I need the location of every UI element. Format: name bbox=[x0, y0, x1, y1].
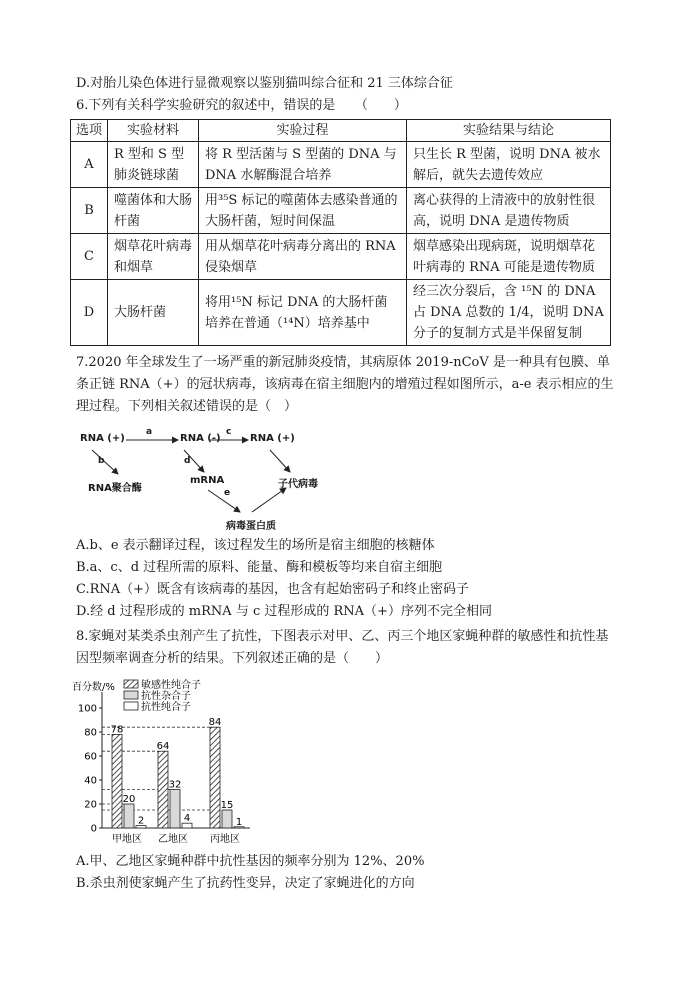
legend-entry: 敏感性纯合子 bbox=[141, 680, 201, 691]
row-result: 烟草感染出现病斑，说明烟草花叶病毒的 RNA 可能是遗传物质 bbox=[407, 234, 611, 280]
node-rna-polymerase: RNA聚合酶 bbox=[88, 483, 142, 494]
node-rna-plus-1: RNA (+) bbox=[80, 433, 125, 444]
bar-2-1 bbox=[222, 810, 232, 828]
label-c: c bbox=[226, 427, 232, 437]
label-a: a bbox=[146, 427, 153, 437]
chart-svg bbox=[70, 676, 260, 848]
table-header-row bbox=[71, 120, 611, 142]
row-result: 离心获得的上清液中的放射性很高，说明 DNA 是遗传物质 bbox=[407, 188, 611, 234]
bar-value-label: 15 bbox=[220, 800, 234, 811]
row-option: C bbox=[71, 234, 108, 280]
bar-value-label: 84 bbox=[208, 717, 222, 729]
row-material: 大肠杆菌 bbox=[108, 280, 199, 346]
row-option: A bbox=[71, 142, 108, 188]
y-tick-label: 100 bbox=[77, 703, 97, 715]
legend-entry: 抗性纯合子 bbox=[141, 702, 191, 713]
bar-1-0 bbox=[158, 751, 168, 828]
legend-swatch bbox=[124, 680, 138, 688]
q8-option-b: B.杀虫剂使家蝇产生了抗药性变异，决定了家蝇进化的方向 bbox=[76, 876, 415, 891]
row-process: 用从烟草花叶病毒分离出的 RNA 侵染烟草 bbox=[199, 234, 407, 280]
header-process: 实验过程 bbox=[199, 120, 407, 142]
legend-swatch bbox=[124, 702, 138, 710]
legend-entry: 抗性杂合子 bbox=[141, 691, 191, 702]
experiment-table bbox=[70, 119, 611, 346]
y-tick-label: 80 bbox=[84, 727, 97, 739]
category-label: 丙地区 bbox=[210, 834, 240, 845]
category-label: 甲地区 bbox=[112, 834, 142, 845]
y-tick-label: 40 bbox=[84, 775, 97, 787]
q8-stem: 8.家蝇对某类杀虫剂产生了抗性，下图表示对甲、乙、丙三个地区家蝇种群的敏感性和抗性基因型频率调查分析的结果。下列叙述正确的是（ ） bbox=[76, 629, 609, 666]
node-rna-plus-2: RNA (+) bbox=[250, 433, 295, 444]
arrow-b bbox=[92, 450, 118, 474]
row-material: 烟草花叶病毒和烟草 bbox=[108, 234, 199, 280]
header-result: 实验结果与结论 bbox=[407, 120, 611, 142]
arrow-protein-to-progeny bbox=[252, 488, 286, 512]
q7-option-c: C.RNA（+）既含有该病毒的基因，也含有起始密码子和终止密码子 bbox=[76, 582, 470, 597]
bar-1-1 bbox=[170, 790, 180, 828]
bar-0-1 bbox=[124, 804, 134, 828]
q7-option-a: A.b、e 表示翻译过程，该过程发生的场所是宿主细胞的核糖体 bbox=[76, 538, 435, 553]
node-progeny-virus: 子代病毒 bbox=[278, 479, 318, 490]
node-rna-minus: RNA (-) bbox=[180, 433, 221, 444]
row-material: 噬菌体和大肠杆菌 bbox=[108, 188, 199, 234]
label-b: b bbox=[98, 456, 105, 466]
table-row bbox=[71, 142, 611, 188]
row-process: 将 R 型活菌与 S 型菌的 DNA 与 DNA 水解酶混合培养 bbox=[199, 142, 407, 188]
bar-value-label: 1 bbox=[235, 816, 243, 828]
y-tick-label: 20 bbox=[84, 799, 97, 811]
label-d: d bbox=[184, 456, 191, 466]
genotype-frequency-chart bbox=[70, 676, 260, 848]
q6-stem: 6.下列有关科学实验研究的叙述中，错误的是 （ ） bbox=[76, 98, 407, 113]
y-tick-label: 0 bbox=[90, 823, 97, 835]
header-material: 实验材料 bbox=[108, 120, 199, 142]
bar-2-0 bbox=[210, 727, 220, 828]
node-mrna: mRNA bbox=[190, 475, 225, 486]
bar-value-label: 64 bbox=[156, 741, 170, 753]
header-option: 选项 bbox=[71, 120, 108, 142]
q8-option-a: A.甲、乙地区家蝇种群中抗性基因的频率分别为 12%、20% bbox=[76, 854, 425, 869]
q5-option-d: D.对胎儿染色体进行显微观察以鉴别猫叫综合征和 21 三体综合征 bbox=[76, 76, 453, 91]
row-result: 只生长 R 型菌，说明 DNA 被水解后，就失去遗传效应 bbox=[407, 142, 611, 188]
row-result: 经三次分裂后，含 ¹⁵N 的 DNA 占 DNA 总数的 1/4，说明 DNA 分子的复制方式是半保留复制 bbox=[407, 280, 611, 346]
row-option: D bbox=[71, 280, 108, 346]
q7-option-d: D.经 d 过程形成的 mRNA 与 c 过程形成的 RNA（+）序列不完全相同 bbox=[76, 604, 492, 619]
row-material: R 型和 S 型肺炎链球菌 bbox=[108, 142, 199, 188]
q7-option-b: B.a、c、d 过程所需的原料、能量、酶和模板等均来自宿主细胞 bbox=[76, 560, 443, 575]
arrow-plus-to-progeny bbox=[270, 450, 290, 472]
y-axis-label: 百分数/% bbox=[72, 682, 115, 693]
category-label: 乙地区 bbox=[158, 834, 188, 845]
bar-value-label: 20 bbox=[122, 794, 136, 805]
row-process: 用³⁵S 标记的噬菌体去感染普通的大肠杆菌，短时间保温 bbox=[199, 188, 407, 234]
bar-value-label: 4 bbox=[183, 813, 191, 825]
row-option: B bbox=[71, 188, 108, 234]
row-process: 将用¹⁵N 标记 DNA 的大肠杆菌培养在普通（¹⁴N）培养基中 bbox=[199, 280, 407, 346]
virus-replication-diagram bbox=[80, 426, 360, 536]
bar-value-label: 32 bbox=[168, 779, 182, 791]
table-row bbox=[71, 234, 611, 280]
table-row bbox=[71, 280, 611, 346]
bar-value-label: 78 bbox=[110, 724, 124, 736]
y-tick-label: 60 bbox=[84, 751, 97, 763]
label-e: e bbox=[224, 488, 231, 498]
bar-value-label: 2 bbox=[137, 815, 145, 827]
node-viral-protein: 病毒蛋白质 bbox=[226, 521, 276, 532]
table-row bbox=[71, 188, 611, 234]
q7-stem: 7.2020 年全球发生了一场严重的新冠肺炎疫情，其病原体 2019-nCoV 是一种具有包膜、单条正链 RNA（+）的冠状病毒，该病毒在宿主细胞内的增殖过程如图所示，a-e 表示相应的生理过程。下列相关叙述错误的是（ ） bbox=[76, 355, 614, 414]
bar-0-0 bbox=[112, 734, 122, 828]
legend-swatch bbox=[124, 691, 138, 699]
